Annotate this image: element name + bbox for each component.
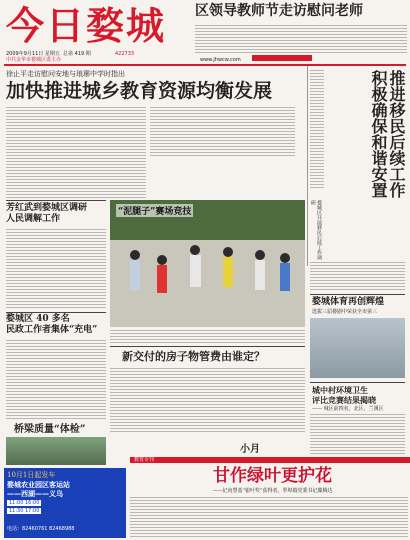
left-headline-1[interactable]: 芳红武到婺城区调研 人民调解工作: [6, 203, 88, 224]
left-body-2: [6, 340, 106, 420]
right-vertical-text: [310, 70, 324, 190]
sports-photo[interactable]: [310, 318, 405, 378]
issue-line: 2009年9月11日 星期五 总第 419 期: [6, 51, 91, 57]
left-headline-2[interactable]: 婺城区 40 多名 民政工作者集体“充电”: [6, 314, 98, 335]
right-sub-3: —— 城区前四名，北区，兰溪区: [312, 406, 384, 412]
right-sub-2: 选拔三届婺剧中荣获全市第三: [312, 309, 378, 315]
photo-caption-text: [110, 330, 305, 344]
right-kicker: 婺城区开展移民后续工作调研: [310, 200, 322, 260]
website[interactable]: www.jhwcw.com: [200, 57, 241, 63]
bottom-subhead: ——记向慧基“银叶奖”获得者，罗埠镇党委书记滕腾达: [212, 488, 333, 494]
mid-headline[interactable]: 新交付的房子物管费由谁定？: [122, 350, 265, 363]
ad-title: 10月1日起发车: [7, 471, 56, 479]
bus-ad[interactable]: [4, 468, 126, 538]
ad-line3: 11:00 16:00: [9, 500, 40, 506]
rule-left-2: [6, 312, 106, 313]
right-headline-2[interactable]: 婺城体育再创辉煌: [312, 297, 385, 307]
lead-headline[interactable]: 加快推进城乡教育资源均衡发展: [6, 80, 273, 102]
lead-body-col-2: [150, 107, 295, 157]
race-photo[interactable]: [110, 200, 305, 327]
right-headline-3[interactable]: 城中村环境卫生 评比竞赛结果揭晓: [312, 385, 376, 405]
bottom-body: [130, 497, 408, 538]
lead-kicker: 徐止平走访慰问安地与琅琊中学时指出: [6, 70, 125, 78]
rule-mid: [110, 346, 305, 347]
top-headline[interactable]: 区领导教师节走访慰问老师: [195, 3, 363, 19]
mid-body: [110, 368, 305, 434]
ad-line1: 婺城农业园区客运站: [7, 480, 70, 489]
ad-line4: 11:30 17:00: [9, 508, 40, 514]
footer-tag: 中共金华市婺城区委主办: [6, 57, 62, 63]
bridge-photo[interactable]: [6, 437, 106, 465]
top-right-text: [195, 25, 407, 55]
ad-line2: ——西湖——义乌: [7, 489, 63, 498]
left-headline-3[interactable]: 桥梁质量“体检”: [14, 424, 86, 435]
right-body-3: [310, 414, 405, 454]
bottom-headline[interactable]: 甘作绿叶更护花: [213, 466, 332, 486]
red-code: 422733: [115, 51, 135, 57]
ad-phone: 电话：82460761 82468988: [7, 526, 75, 532]
left-body-1: [6, 229, 106, 309]
red-bar: [252, 55, 312, 61]
rule-right-2: [310, 382, 405, 383]
lead-body-col-1: [6, 107, 146, 199]
right-body-1: [310, 262, 405, 292]
photo-caption: “泥腿子”赛场竞技: [116, 204, 193, 217]
runners-illustration: [110, 200, 305, 327]
newspaper-logo: 今日婺城: [6, 3, 167, 48]
small-caption: 小月: [240, 444, 260, 455]
feature-band: 教育专刊: [130, 457, 410, 463]
rule-right-1: [310, 294, 405, 295]
rule-left-1: [6, 200, 106, 201]
masthead-rule: [4, 64, 406, 66]
right-vertical-headline[interactable]: 推进移民后续工作 积极确保和谐安置: [369, 70, 406, 198]
